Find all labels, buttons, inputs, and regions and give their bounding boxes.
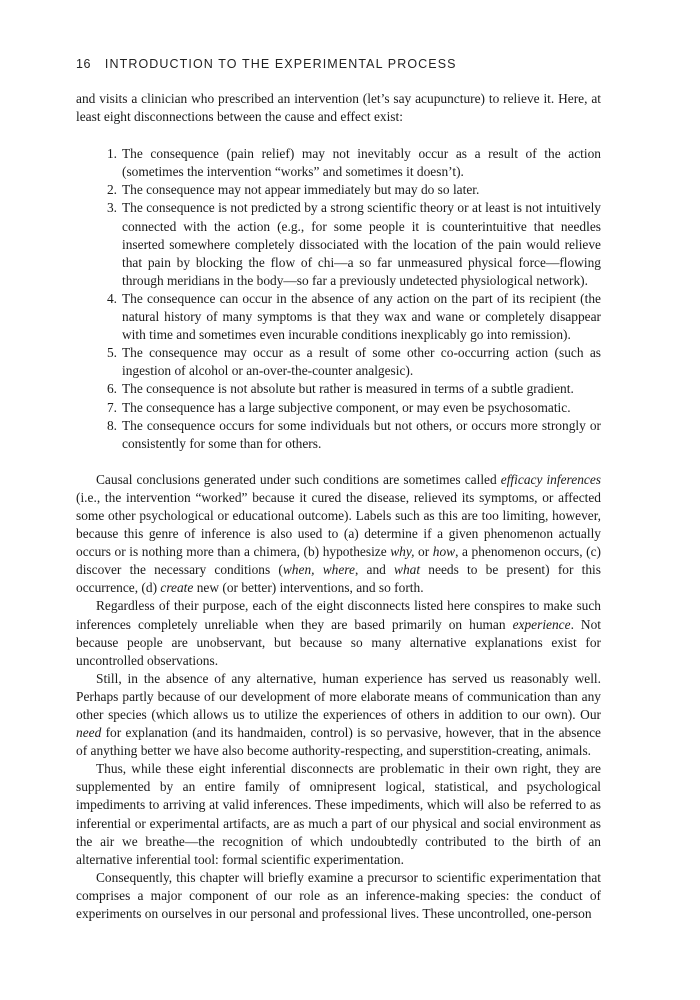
emphasis: how xyxy=(432,544,456,560)
paragraph-regardless xyxy=(76,597,601,669)
list-item xyxy=(106,145,601,181)
list-item xyxy=(106,344,601,380)
text-run: . Not because people are unobservant, but because so many alternative explanations exist for uncontrolled observations. xyxy=(76,616,601,668)
disconnections-list xyxy=(76,145,601,453)
text-run: needs to be present) for this occurrence, (d) xyxy=(76,562,601,596)
text-run: , and xyxy=(354,562,395,578)
text-run: Regardless of their purpose, each of the eight disconnects listed here conspires to make such inferences completely unreliable when they are based primarily on human xyxy=(76,598,601,632)
paragraph-consequently: Consequently, this chapter will briefly examine a precursor to scientific experimentation that comprises a major component of our role as an inference-making species: the conduct of experiments on ourselves in our personal and professional lives. These uncontrolled, one-person xyxy=(76,869,601,922)
text-run: Causal conclusions generated under such conditions are sometimes called xyxy=(96,471,501,487)
list-item-number: 3. xyxy=(106,200,117,216)
list-item-text: The consequence may occur as a result of some other co-occurring action (such as ingestion of alcohol or an-over-the-counter analgesic). xyxy=(122,345,601,379)
list-item xyxy=(106,181,601,199)
text-run: or xyxy=(414,544,433,560)
list-item xyxy=(106,417,601,453)
text-run: for explanation (and its handmaiden, control) is so pervasive, however, that in the absence of anything better we have also become authority-respecting, and superstition-creating, animals. xyxy=(76,725,601,759)
emphasis: why, xyxy=(390,544,415,560)
text-run: , a phenomenon occurs, (c) discover the necessary conditions ( xyxy=(76,544,601,578)
page-number: 16 xyxy=(76,57,91,71)
text-run: Still, in the absence of any alternative, human experience has served us reasonably well. Perhaps partly because of our development of more elaborate means of communication than any other species (which allows us to utilize the experiences of others in addition to our own). Our xyxy=(76,670,601,722)
list-item-text: The consequence has a large subjective component, or may even be psychosomatic. xyxy=(122,399,571,415)
text-run: new (or better) interventions, and so forth. xyxy=(193,580,424,596)
emphasis: what xyxy=(394,562,421,578)
list-item xyxy=(106,290,601,344)
intro-paragraph: and visits a clinician who prescribed an intervention (let’s say acupuncture) to relieve it. Here, at least eight disconnections between the cause and effect exist: xyxy=(76,91,601,125)
list-item-text: The consequence can occur in the absence of any action on the part of its recipient (the natural history of many symptoms is that they wax and wane or completely disappear with time and sometimes even incurable conditions inexplicably go into remission). xyxy=(122,290,601,343)
running-head xyxy=(76,57,457,71)
list-item-number: 5. xyxy=(106,345,117,361)
list-item-number: 7. xyxy=(106,399,117,415)
emphasis: when, where xyxy=(282,562,355,578)
emphasis: experience xyxy=(512,616,571,632)
body-text xyxy=(76,90,601,923)
paragraph-still xyxy=(76,670,601,760)
running-title: INTRODUCTION TO THE EXPERIMENTAL PROCESS xyxy=(104,57,457,71)
list-item-text: The consequence occurs for some individuals but not others, or occurs more strongly or consistently for some than for others. xyxy=(122,417,601,451)
emphasis: create xyxy=(160,580,194,596)
list-item-text: The consequence may not appear immediately but may do so later. xyxy=(122,182,480,198)
list-item-number: 6. xyxy=(106,381,117,397)
list-item-text: The consequence (pain relief) may not inevitably occur as a result of the action (sometimes the intervention “works” and sometimes it doesn’t). xyxy=(122,146,601,180)
list-item-number: 1. xyxy=(106,146,117,162)
paragraph-efficacy-inferences xyxy=(76,471,601,598)
paragraph-thus: Thus, while these eight inferential disconnects are problematic in their own right, they are supplemented by an entire family of omnipresent logical, statistical, and psychological impediments to arriving at valid inferences. These impediments, which will also be referred to as inferential or experimental artifacts, are as much a part of our physical and social environment as the air we breathe—the recognition of which undoubtedly contributed to the birth of an alternative inferential tool: formal scientific experimentation. xyxy=(76,761,601,867)
list-item-text: The consequence is not predicted by a strong scientific theory or at least is not intuitively connected with the action (e.g., for some people it is counterintuitive that needles inserted somewhere completely dissociated with the location of the pain would relieve that pain by blocking the flow of chi—a so far unmeasured physical force—flowing through meridians in the body—so far a previously undetected physiological network). xyxy=(122,200,601,288)
text-run: (i.e., the intervention “worked” because it cured the disease, relieved its symptoms, or affected some other psychological or educational outcome). Labels such as this are too limiting, however, because this genre of inference is also used to (a) determine if a given phenomenon actually occurs or is nothing more than a chimera, (b) hypothesize xyxy=(76,489,601,560)
list-item-number: 2. xyxy=(106,182,117,198)
list-item-text: The consequence is not absolute but rather is measured in terms of a subtle gradient. xyxy=(122,381,574,397)
list-item xyxy=(106,199,601,289)
list-item xyxy=(106,399,601,417)
list-item-number: 4. xyxy=(106,290,117,306)
list-item-number: 8. xyxy=(106,417,117,433)
emphasis: need xyxy=(76,725,102,741)
list-item xyxy=(106,380,601,398)
emphasis: efficacy inferences xyxy=(500,471,601,487)
